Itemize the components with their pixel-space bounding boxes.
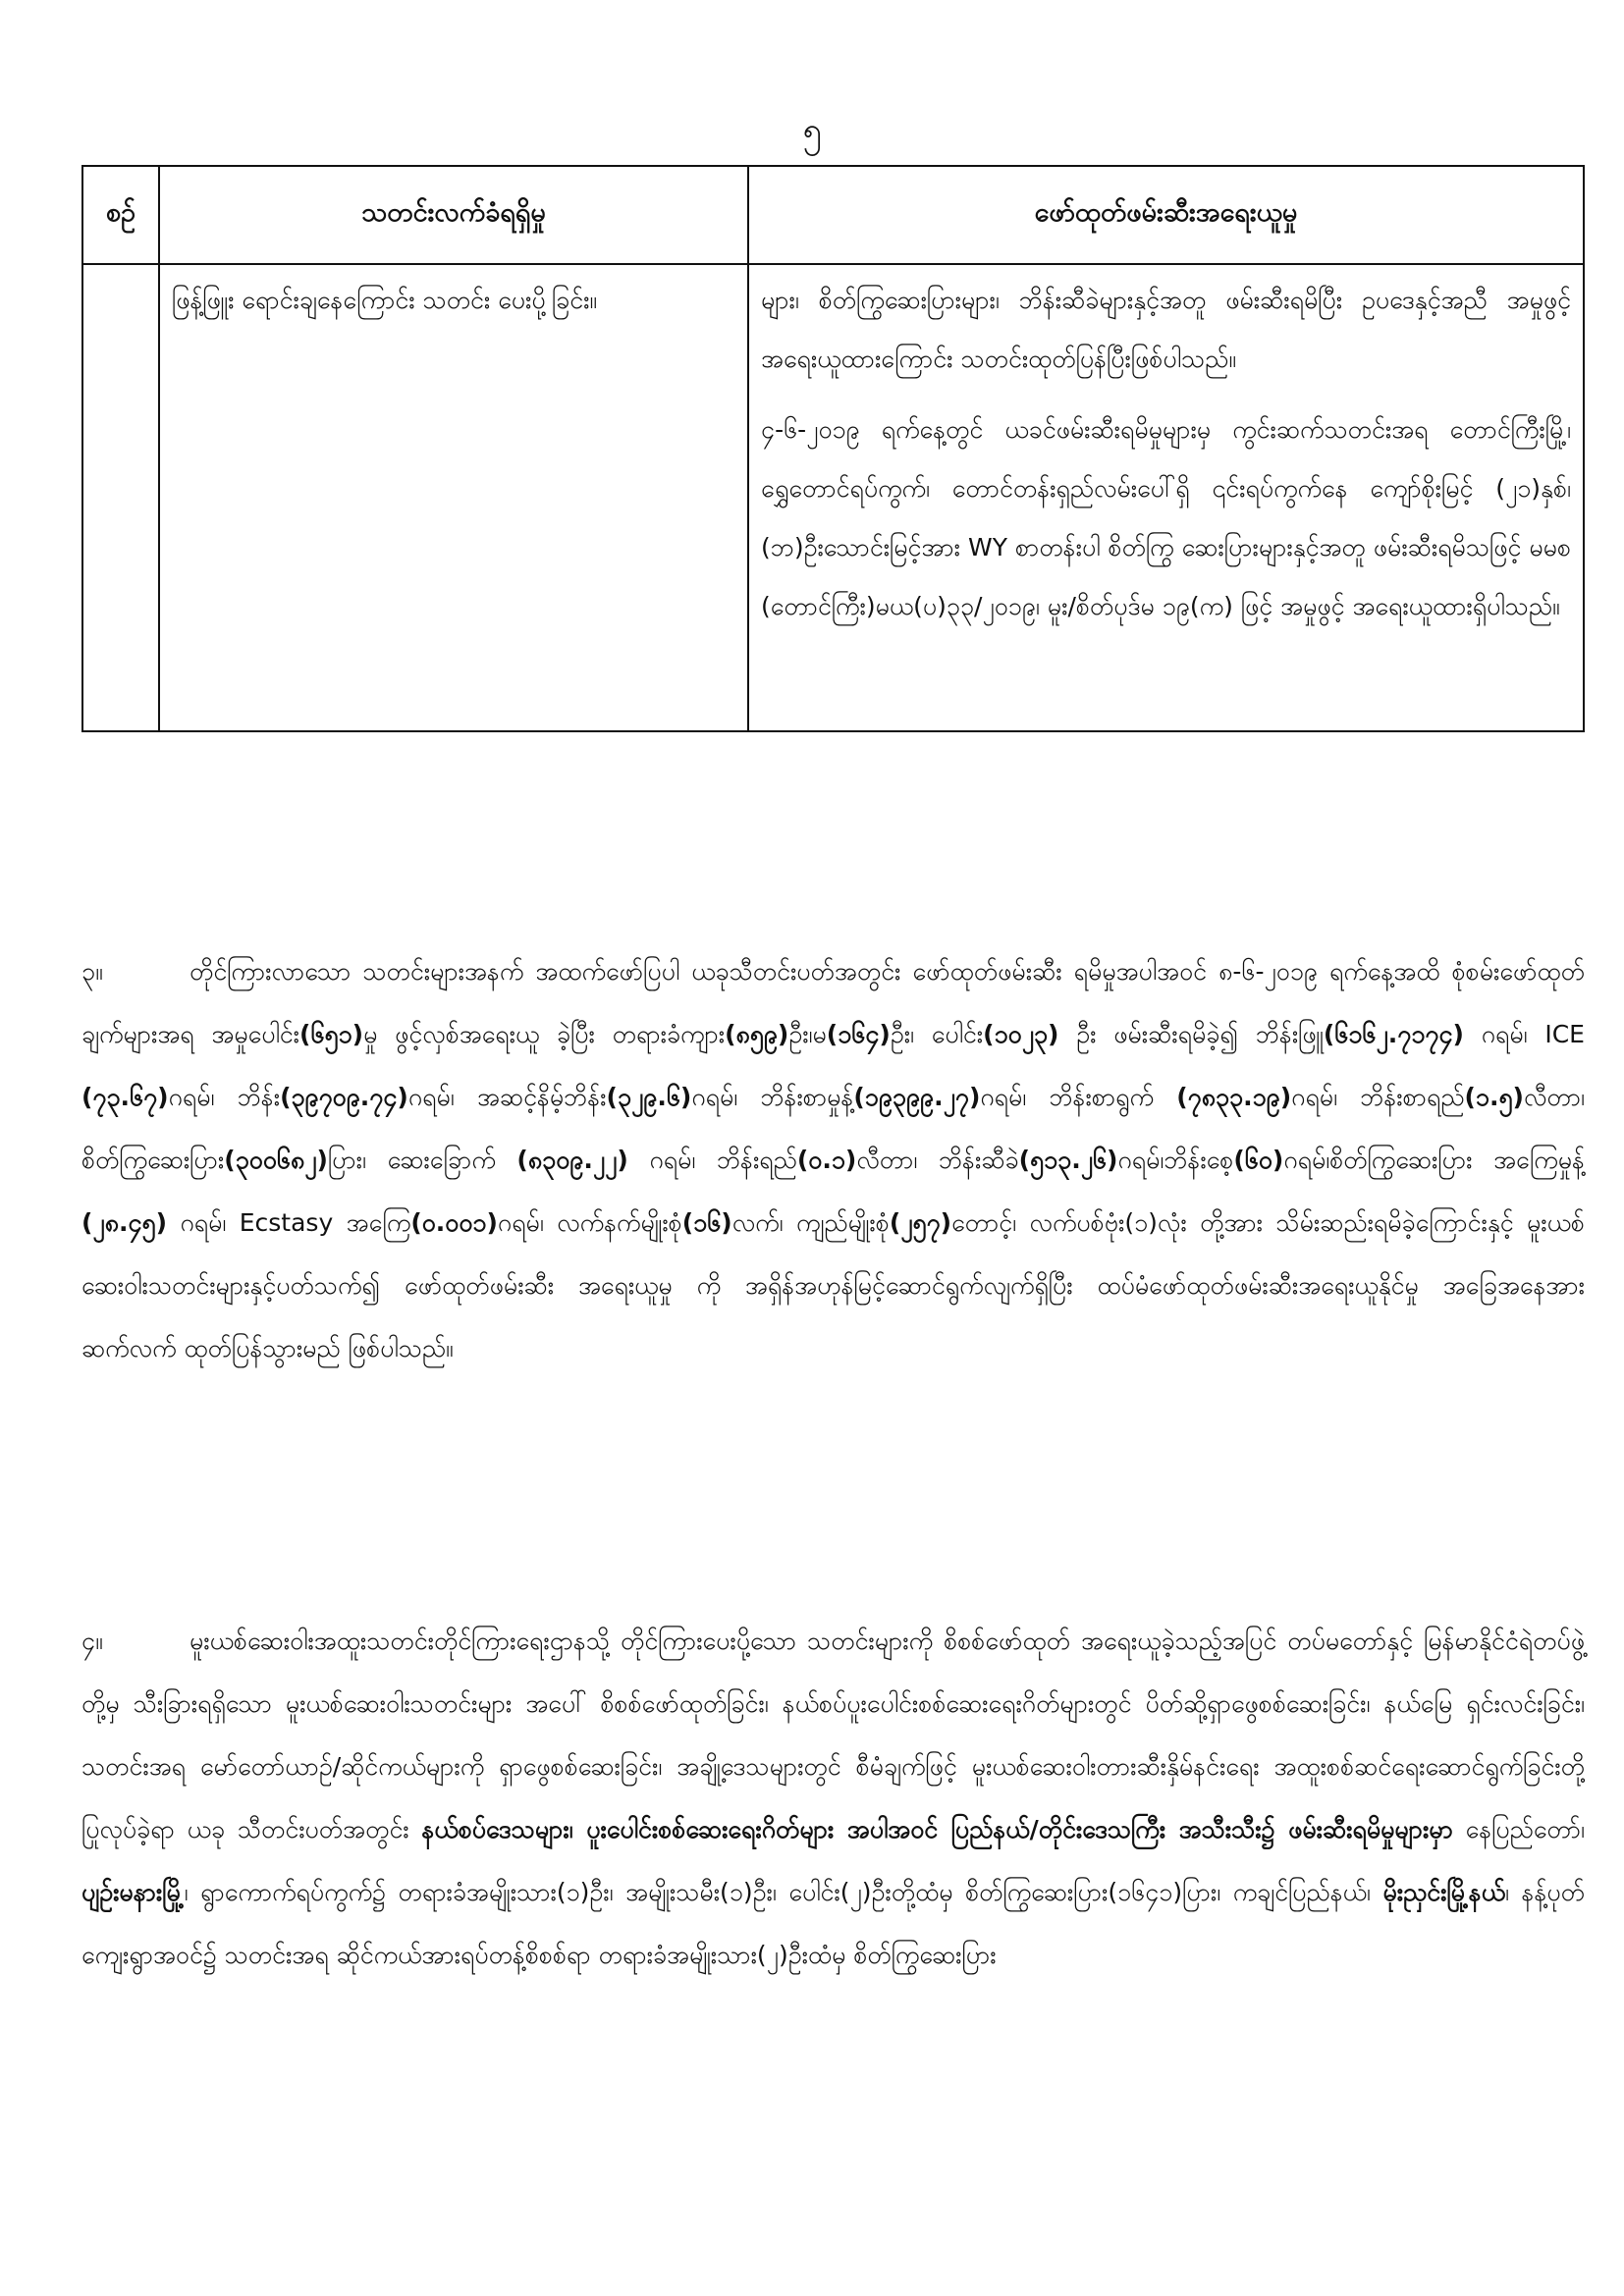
text: နေပြည်တော်၊ (1452, 1815, 1585, 1843)
figure: (၂၈.၄၅) (81, 1208, 168, 1237)
action-paragraph-1: များ၊ စိတ်ကြွဆေးပြားများ၊ ဘိန်းဆီခဲများနှင့်အတူ ဖမ်းဆီးရမိပြီး ဥပဒေနှင့်အညီ အမှုဖွင့် အရေးယူထားကြောင်း သတင်းထုတ်ပြန်ပြီးဖြစ်ပါသည်။ (761, 286, 1571, 373)
figure: (၈၃၀၉.၂၂) (516, 1146, 628, 1174)
text: ဦး၊မ (788, 1020, 827, 1048)
text: ဂရမ်၊ ICE (1463, 1020, 1585, 1048)
paragraph-3 (81, 940, 1585, 1380)
paragraph-3-number: ၃။ (81, 957, 103, 986)
figure: (၁.၅) (1464, 1083, 1524, 1111)
text: ၊ ရွာကောက်ရပ်ကွက်၌ တရားခံအမျိုးသား(၁)ဦး၊ အမျိုးသမီး(၁)ဦး၊ ပေါင်း(၂)ဦးတို့ထံမှ စိတ်ကြွဆေးပြား(၁၆၄၁)ပြား၊ ကချင်ပြည်နယ်၊ (184, 1878, 1383, 1906)
figure: (၇၃.၆၇) (81, 1083, 169, 1111)
paragraph-4-number: ၄။ (81, 1627, 103, 1655)
text: လက်၊ ကျည်မျိုးစုံ (731, 1208, 890, 1237)
text: လီတာ၊ ဘိန်းဆီခဲ (856, 1146, 1019, 1174)
text: တိုင်ကြားလာသော သတင်းများအနက် အထက်ဖော်ပြပါ ယခုသီတင်းပတ်အတွင်း ဖော်ထုတ်ဖမ်းဆီး ရမိမှုအပါအဝင် ၈-၆-၂၀၁၉ ရက်နေ့အထိ စုံစမ်းဖော်ထုတ်ချက်များအရ အမှုပေါင်း (81, 957, 1585, 1048)
figure: (၂၅၇) (889, 1208, 952, 1237)
text: တောင့်၊ လက်ပစ်ဗုံး(၁)လုံး တို့အား သိမ်းဆည်းရမိခဲ့ကြောင်းနှင့် မူးယစ်ဆေးဝါးသတင်းများနှင့်ပတ်သက်၍ ဖော်ထုတ်ဖမ်းဆီး အရေးယူမှု ကို အရှိန်အဟုန်မြင့်ဆောင်ရွက်လျက်ရှိပြီး ထပ်မံဖော်ထုတ်ဖမ်းဆီးအရေးယူနိုင်မှု အခြေအနေအား ဆက်လက် ထုတ်ပြန်သွားမည် ဖြစ်ပါသည်။ (81, 1208, 1585, 1362)
text: ဂရမ်၊ လက်နက်မျိုးစုံ (497, 1208, 682, 1237)
figure: (၃၂၉.၆) (606, 1083, 692, 1111)
text: မှု ဖွင့်လှစ်အရေးယူ ခဲ့ပြီး တရားခံကျား (363, 1020, 726, 1048)
text: ဂရမ်၊စိတ်ကြွဆေးပြား အကြေမှုန့် (1283, 1146, 1585, 1174)
figure: (၃၉၇၀၉.၇၄) (280, 1083, 408, 1111)
cell-action-taken (748, 264, 1584, 731)
text: လီတာ၊ စိတ်ကြွဆေးပြား (81, 1083, 1585, 1174)
figure: (၇၈၃၃.၁၉) (1176, 1083, 1292, 1111)
figure: (၆၁၆၂.၇၁၇၄) (1323, 1020, 1464, 1048)
page-number: ၅ (802, 111, 822, 150)
action-paragraph-2: ၄-၆-၂၀၁၉ ရက်နေ့တွင် ယခင်ဖမ်းဆီးရမိမှုများမှ ကွင်းဆက်သတင်းအရ တောင်ကြီးမြို့၊ ရွှေတောင်ရပ်ကွက်၊ တောင်တန်းရှည်လမ်းပေါ်ရှိ ၎င်းရပ်ကွက်နေ ကျော်စိုးမြင့် (၂၁)နှစ်၊ (ဘ)ဦးသောင်းမြင့်အား WY စာတန်းပါ စိတ်ကြွ ဆေးပြားများနှင့်အတူ ဖမ်းဆီးရမိသဖြင့် မမစ (တောင်ကြီး)မယ(ပ)၃၃/၂၀၁၉၊ မူး/စိတ်ပုဒ်မ ၁၉(က) ဖြင့် အမှုဖွင့် အရေးယူထားရှိပါသည်။ (761, 415, 1571, 620)
text: မူးယစ်ဆေးဝါးအထူးသတင်းတိုင်ကြားရေးဌာနသို့ တိုင်ကြားပေးပို့သော သတင်းများကို စိစစ်ဖော်ထုတ် အရေးယူခဲ့သည့်အပြင် တပ်မတော်နှင့် မြန်မာနိုင်ငံရဲတပ်ဖွဲ့တို့မှ သီးခြားရရှိသော မူးယစ်ဆေးဝါးသတင်းများ အပေါ် စိစစ်ဖော်ထုတ်ခြင်း၊ နယ်စပ်ပူးပေါင်းစစ်ဆေးရေးဂိတ်များတွင် ပိတ်ဆို့ရှာဖွေစစ်ဆေးခြင်း၊ နယ်မြေ ရှင်းလင်းခြင်း၊ သတင်းအရ မော်တော်ယာဉ်/ဆိုင်ကယ်များကို ရှာဖွေစစ်ဆေးခြင်း၊ အချို့ဒေသများတွင် စီမံချက်ဖြင့် မူးယစ်ဆေးဝါးတားဆီးနှိမ်နင်းရေး အထူးစစ်ဆင်ရေးဆောင်ရွက်ခြင်းတို့ ပြုလုပ်ခဲ့ရာ ယခု သီတင်းပတ်အတွင်း (81, 1627, 1585, 1843)
text: ဂရမ်၊ ဘိန်းရည် (627, 1146, 797, 1174)
figure: (၀.၁) (796, 1146, 857, 1174)
header-no: စဉ် (82, 166, 159, 264)
text: ဦး၊ ပေါင်း (890, 1020, 984, 1048)
figure: (၁၉၃၉၉.၂၇) (853, 1083, 981, 1111)
header-action-taken: ဖော်ထုတ်ဖမ်းဆီးအရေးယူမှု (748, 166, 1584, 264)
text: ၊ နန့်ပုတ် ကျေးရွာအဝင်၌ သတင်းအရ ဆိုင်ကယ်အားရပ်တန့်စိစစ်ရာ တရားခံအမျိုးသား(၂)ဦးထံမှ စိတ်ကြွဆေးပြား (81, 1878, 1585, 1969)
header-info-received: သတင်းလက်ခံရရှိမှု (159, 166, 748, 264)
table-row (82, 264, 1584, 731)
text: ဂရမ်၊ ဘိန်းစာရွက် (980, 1083, 1177, 1111)
text: ဂရမ်၊ ဘိန်းစာရည် (1291, 1083, 1465, 1111)
figure: (၆၀) (1233, 1146, 1284, 1174)
text: ဦး ဖမ်းဆီးရမိခဲ့၍ ဘိန်းဖြူ (1058, 1020, 1324, 1048)
figure: (၅၁၃.၂၆) (1018, 1146, 1118, 1174)
table-header-row (82, 166, 1584, 264)
figure: (၈၅၉) (725, 1020, 789, 1048)
text: ဂရမ်၊ ဘိန်း (168, 1083, 281, 1111)
figure: (၀.၀၀၁) (410, 1208, 498, 1237)
report-table (81, 165, 1585, 732)
highlight: မိုးညှင်းမြို့နယ် (1382, 1878, 1505, 1906)
figure: (၁၆) (681, 1208, 732, 1237)
text: ဂရမ်၊ ဘိန်းစာမှုန့် (691, 1083, 854, 1111)
paragraph-4 (81, 1610, 1585, 1987)
text: ပြား၊ ဆေးခြောက် (327, 1146, 517, 1174)
highlight: နယ်စပ်ဒေသများ၊ ပူးပေါင်းစစ်ဆေးရေးဂိတ်များ အပါအဝင် ပြည်နယ်/တိုင်းဒေသကြီး အသီးသီး၌ ဖမ်းဆီးရမိမှုများမှာ (421, 1815, 1453, 1843)
cell-info-received: ဖြန့်ဖြူး ရောင်းချနေကြောင်း သတင်း ပေးပို့ခြင်း။ (159, 264, 748, 731)
cell-no (82, 264, 159, 731)
text: ဂရမ်၊ဘိန်းစေ့ (1117, 1146, 1234, 1174)
highlight: ပျဉ်းမနားမြို့ (81, 1878, 185, 1906)
figure: (၃၀၀၆၈၂) (224, 1146, 328, 1174)
text: ဂရမ်၊ အဆင့်နိမ့်ဘိန်း (407, 1083, 607, 1111)
figure: (၆၅၁) (299, 1020, 364, 1048)
figure: (၁၀၂၃) (983, 1020, 1059, 1048)
text: ဂရမ်၊ Ecstasy အကြေ (167, 1208, 411, 1237)
figure: (၁၆၄) (826, 1020, 891, 1048)
